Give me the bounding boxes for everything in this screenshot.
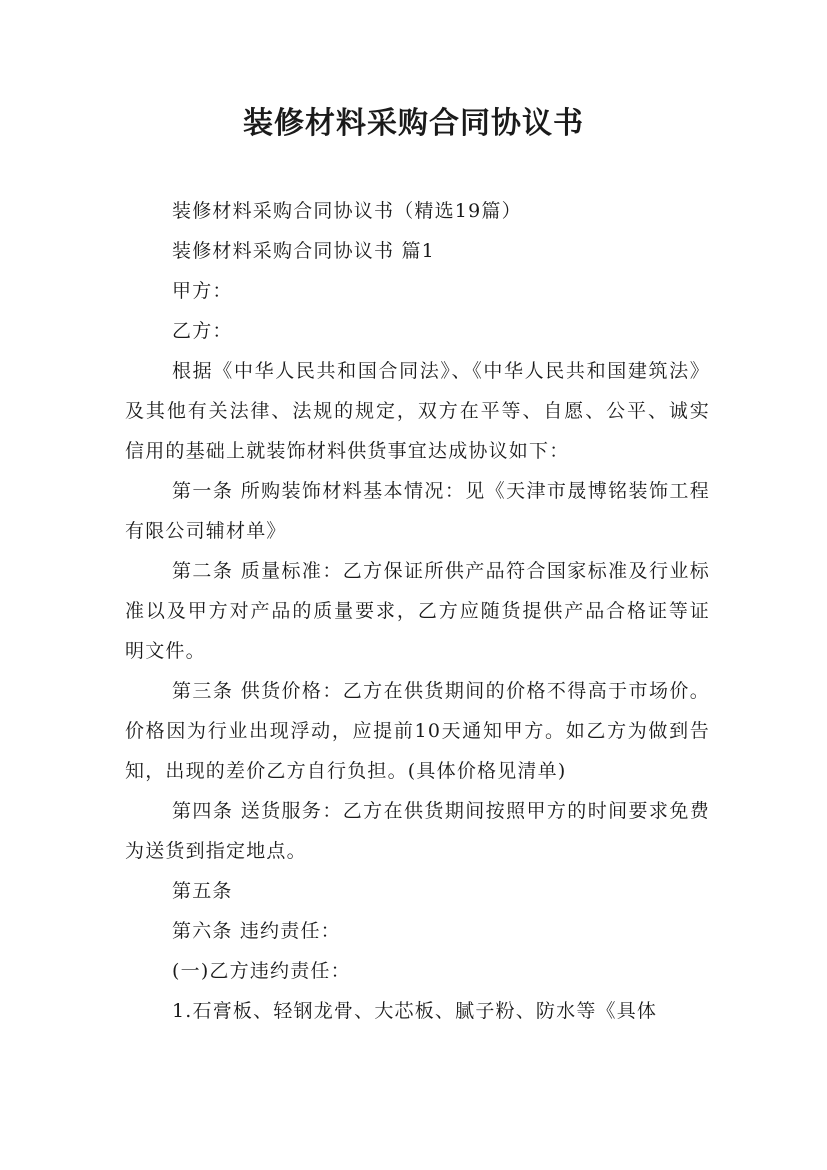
article-6-paragraph: 第六条 违约责任： (172, 920, 341, 942)
subtitle-paragraph: 装修材料采购合同协议书（精选19篇） (172, 200, 522, 222)
document-body (125, 191, 710, 1031)
article-5-paragraph: 第五条 (172, 880, 233, 902)
article-1-paragraph: 第一条 所购装饰材料基本情况：见《天津市晟博铭装饰工程有限公司辅材单》 (125, 480, 710, 542)
article-3-paragraph: 第三条 供货价格：乙方在供货期间的价格不得高于市场价。价格因为行业出现浮动，应提前10天通知甲方。如乙方为做到告知，出现的差价乙方自行负担。(具体价格见清单) (125, 680, 710, 782)
party-b-line: 乙方： (172, 320, 233, 342)
clause-item-1: 1.石膏板、轻钢龙骨、大芯板、腻子粉、防水等《具体 (172, 1000, 658, 1022)
preamble-paragraph: 根据《中华人民共和国合同法》、《中华人民共和国建筑法》及其他有关法律、法规的规定，双方在平等、自愿、公平、诚实信用的基础上就装饰材料供货事宜达成协议如下： (125, 360, 710, 462)
section-heading: 装修材料采购合同协议书 篇1 (172, 240, 435, 262)
party-a-line: 甲方： (172, 280, 233, 302)
article-2-paragraph: 第二条 质量标准：乙方保证所供产品符合国家标准及行业标准以及甲方对产品的质量要求，乙方应随货提供产品合格证等证明文件。 (125, 560, 710, 662)
article-4-paragraph: 第四条 送货服务：乙方在供货期间按照甲方的时间要求免费为送货到指定地点。 (125, 800, 710, 862)
document-title: 装修材料采购合同协议书 (243, 106, 584, 141)
clause-party-b-liability: (一)乙方违约责任： (172, 960, 351, 982)
